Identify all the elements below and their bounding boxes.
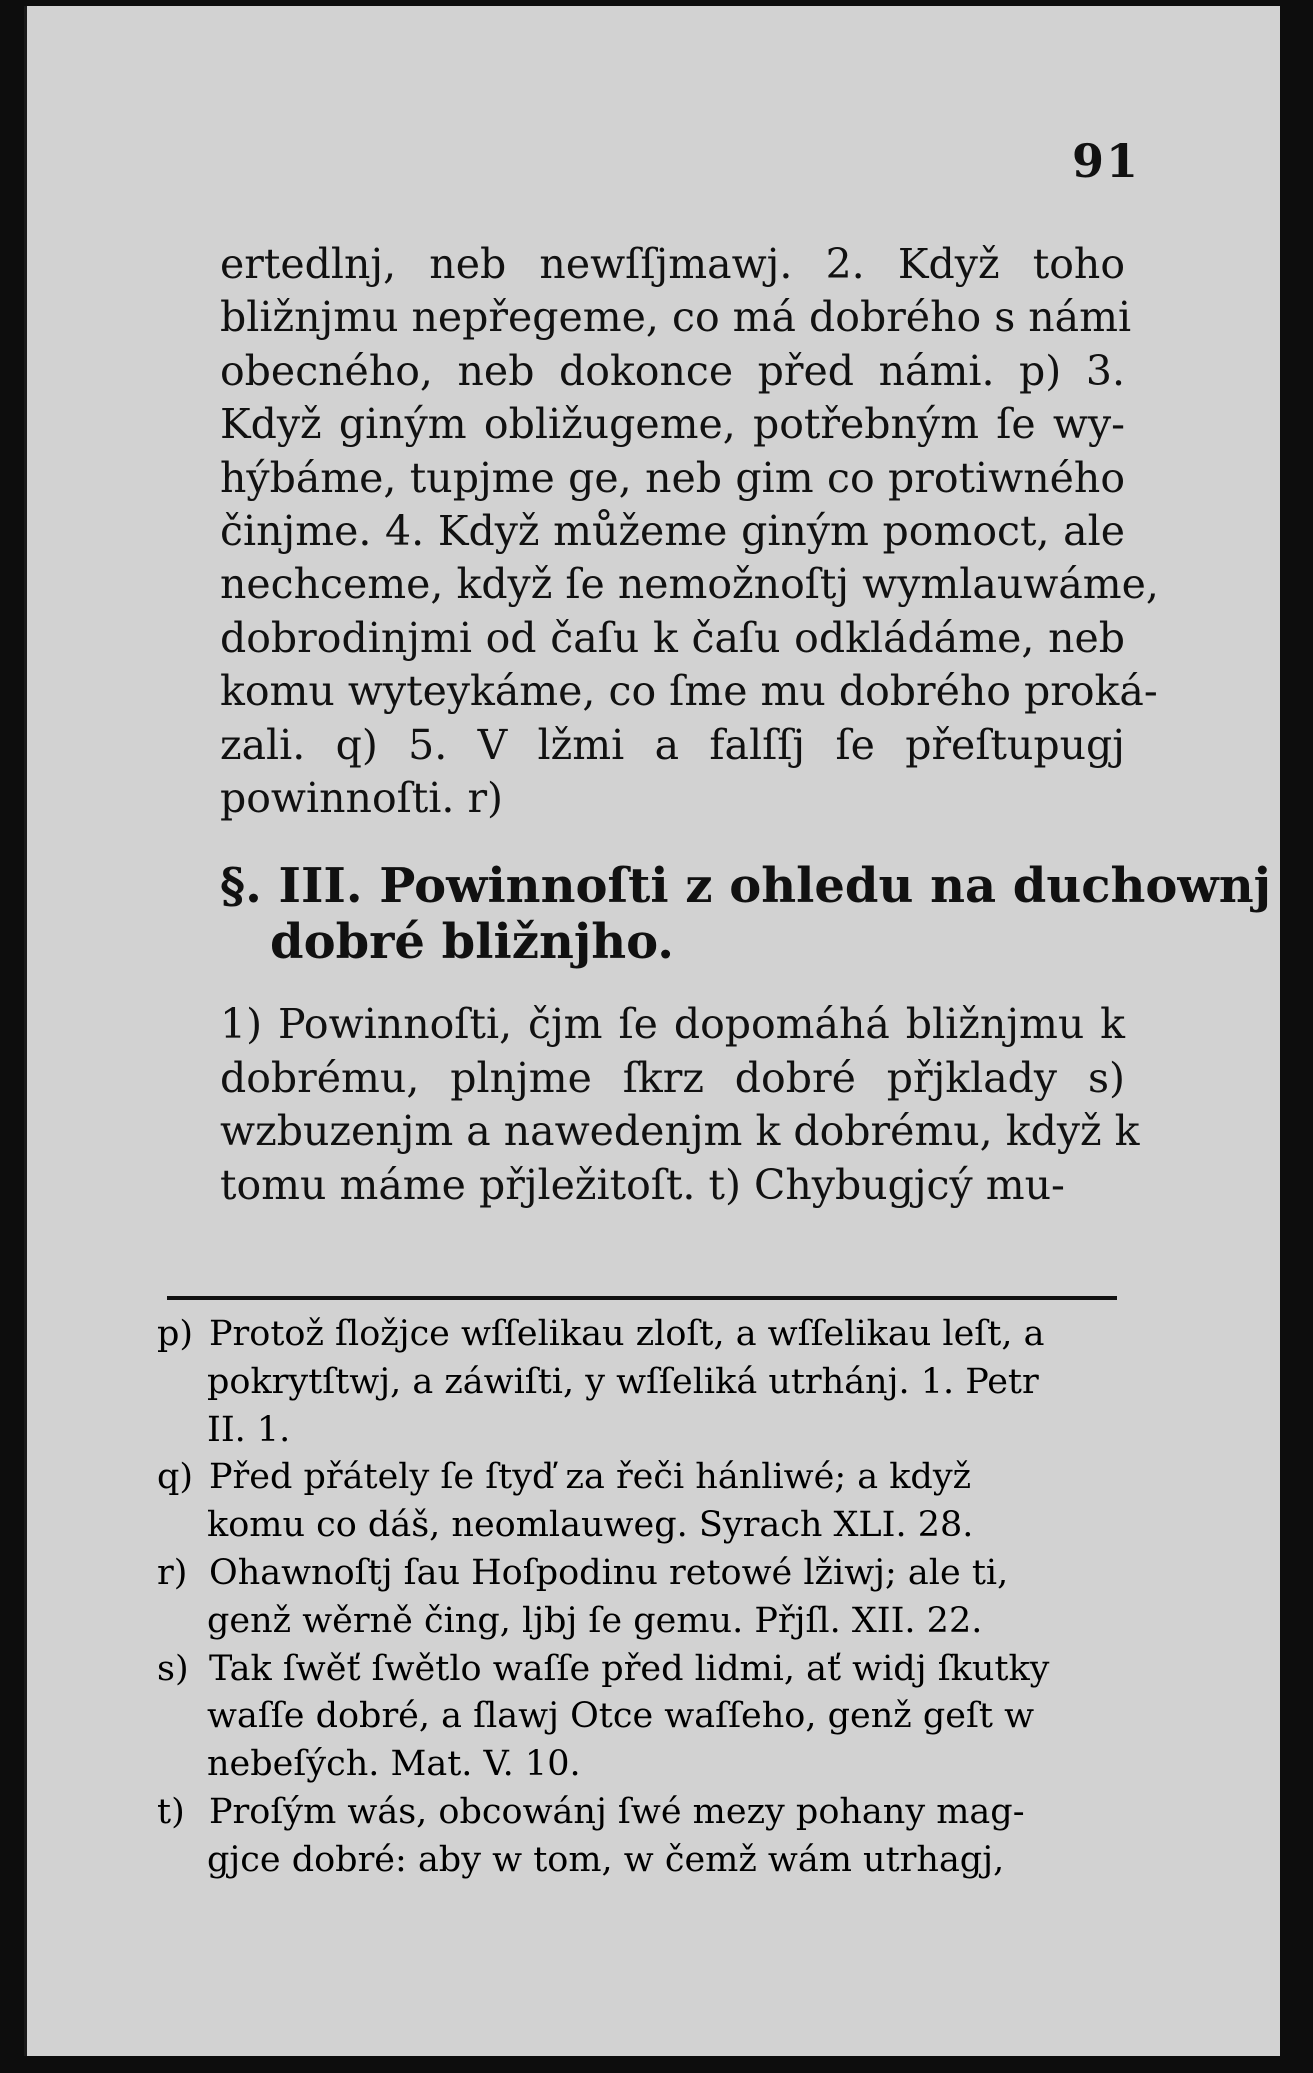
- footnote-line: [157, 1550, 1122, 1598]
- footnote-line: [157, 1502, 1122, 1550]
- footnote-mark: s): [157, 1648, 189, 1689]
- footnote-text: Tak ſwěť ſwětlo waſſe před lidmi, ať widj ſkutky: [209, 1648, 1050, 1689]
- footnote-text: waſſe dobré, a ſlawj Otce waſſeho, genž geſt w: [207, 1696, 1035, 1737]
- footnotes: [157, 1311, 1122, 1885]
- text-line: Když giným obližugeme, potřebným ſe wy-: [220, 400, 1125, 449]
- footnote-text: II. 1.: [207, 1409, 291, 1450]
- text-line: nechceme, když ſe nemožnoſtj wymlauwáme,: [220, 560, 1159, 609]
- section-heading: [220, 858, 1271, 970]
- book-page: [24, 6, 1280, 2056]
- footnote-line: [157, 1789, 1122, 1837]
- footnote-mark: t): [157, 1791, 185, 1832]
- footnote-text: genž wěrně čing, ljbj ſe gemu. Přjſl. XII. 22.: [207, 1600, 983, 1641]
- footnote-text: gjce dobré: aby w tom, w čemž wám utrhagj,: [207, 1839, 1005, 1880]
- paragraph-2: [220, 998, 1140, 1212]
- text-line: činjme. 4. Když můžeme giným pomoct, ale: [220, 507, 1125, 556]
- footnote-line: [157, 1407, 1122, 1455]
- text-line: komu wyteykáme, co ſme mu dobrého proká-: [220, 667, 1158, 716]
- text-line: powinnoſti. r): [220, 774, 504, 823]
- page-number: 91: [1072, 134, 1141, 188]
- section-heading-line-2: dobré bližnjho.: [270, 914, 675, 970]
- footnote-line: [157, 1311, 1122, 1359]
- footnote-text: nebeſých. Mat. V. 10.: [207, 1744, 581, 1785]
- text-line: hýbáme, tupjme ge, neb gim co protiwného: [220, 453, 1125, 502]
- footnote-text: Proſým wás, obcowánj ſwé mezy pohany mag-: [209, 1791, 1025, 1832]
- text-line: dobrodinjmi od čaſu k čaſu odkládáme, neb: [220, 613, 1125, 662]
- text-line: bližnjmu nepřegeme, co má dobrého s námi: [220, 293, 1132, 342]
- footnote-line: [157, 1598, 1122, 1646]
- text-line: zali. q) 5. V lžmi a falſſj ſe přeſtupugj: [220, 720, 1125, 769]
- footnote-line: [157, 1359, 1122, 1407]
- footnote-text: Protož ſložjce wſſelikau zloſt, a wſſelikau leſt, a: [209, 1314, 1045, 1354]
- footnote-line: [157, 1693, 1122, 1741]
- footnote-line: [157, 1646, 1122, 1694]
- text-line: 1) Powinnoſti, čjm ſe dopomáhá bližnjmu k: [220, 1000, 1125, 1048]
- footnote-line: [157, 1454, 1122, 1502]
- footnote-mark: q): [157, 1457, 194, 1498]
- footnote-text: Ohawnoſtj ſau Hoſpodinu retowé lžiwj; ale ti,: [209, 1552, 1009, 1593]
- text-line: dobrému, plnjme ſkrz dobré přjklady s): [220, 1053, 1125, 1102]
- text-line: ertedlnj, neb newſſjmawj. 2. Když toho: [220, 240, 1125, 288]
- paragraph-1: [220, 238, 1159, 825]
- footnote-text: pokrytſtwj, a záwiſti, y wſſeliká utrhánj. 1. Petr: [207, 1361, 1039, 1402]
- text-line: tomu máme přjležitoſt. t) Chybugjcý mu-: [220, 1160, 1065, 1209]
- footnote-line: [157, 1741, 1122, 1789]
- footnote-mark: r): [157, 1552, 188, 1593]
- text-line: obecného, neb dokonce před námi. p) 3.: [220, 346, 1125, 395]
- footnote-divider: [167, 1296, 1117, 1300]
- footnote-line: [157, 1837, 1122, 1885]
- section-heading-line-1: §. III. Powinnoſti z ohledu na duchownj: [220, 858, 1271, 914]
- footnote-mark: p): [157, 1314, 194, 1354]
- text-line: wzbuzenjm a nawedenjm k dobrému, když k: [220, 1107, 1140, 1155]
- footnote-text: komu co dáš, neomlauweg. Syrach XLI. 28.: [207, 1505, 974, 1546]
- footnote-text: Před přátely ſe ſtyď za řeči hánliwé; a když: [209, 1457, 972, 1498]
